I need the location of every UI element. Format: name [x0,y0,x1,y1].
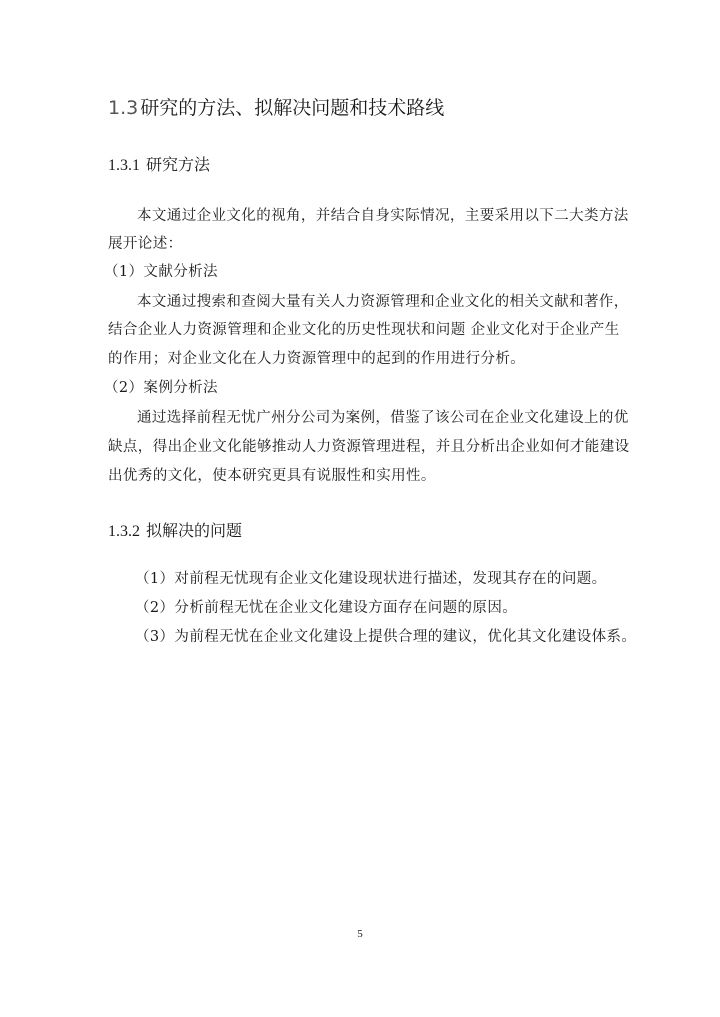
paragraph-line: 的作用；对企业文化在人力资源管理中的起到的作用进行分析。 [108,351,526,367]
list-item: （2）分析前程无忧在企业文化建设方面存在问题的原因。 [135,600,518,616]
paragraph-line: 缺点，得出企业文化能够推动人力资源管理进程，并且分析出企业如何才能建设 [108,439,630,455]
method-label: （2）案例分析法 [104,380,218,396]
subsection-title: 研究方法 [146,155,211,174]
paragraph-line: 结合企业人力资源管理和企业文化的历史性现状和问题 企业文化对于企业产生 [108,322,620,338]
subsection-number: 1.3.1 [108,157,140,174]
subsection-heading-problems [108,518,242,541]
page-number: 5 [357,928,363,940]
section-heading [108,93,444,120]
paragraph-line: 通过选择前程无忧广州分公司为案例，借鉴了该公司在企业文化建设上的优 [137,410,629,426]
paragraph-line: 本文通过企业文化的视角，并结合自身实际情况，主要采用以下二大类方法 [137,208,629,224]
list-item: （3）为前程无忧在企业文化建设上提供合理的建议，优化其文化建设体系。 [135,629,637,645]
paragraph-line: 本文通过搜索和查阅大量有关人力资源管理和企业文化的相关文献和著作， [137,294,629,310]
paragraph-line: 展开论述： [108,236,183,252]
method-label: （1）文献分析法 [104,264,218,280]
subsection-title: 拟解决的问题 [146,521,243,540]
paragraph-line: 出优秀的文化，使本研究更具有说服性和实用性。 [108,468,436,484]
subsection-heading-methods [108,152,210,175]
section-title: 研究的方法、拟解决问题和技术路线 [140,97,445,119]
section-number: 1.3 [108,97,139,119]
subsection-number: 1.3.2 [108,523,140,540]
list-item: （1）对前程无忧现有企业文化建设现状进行描述，发现其存在的问题。 [135,571,607,587]
